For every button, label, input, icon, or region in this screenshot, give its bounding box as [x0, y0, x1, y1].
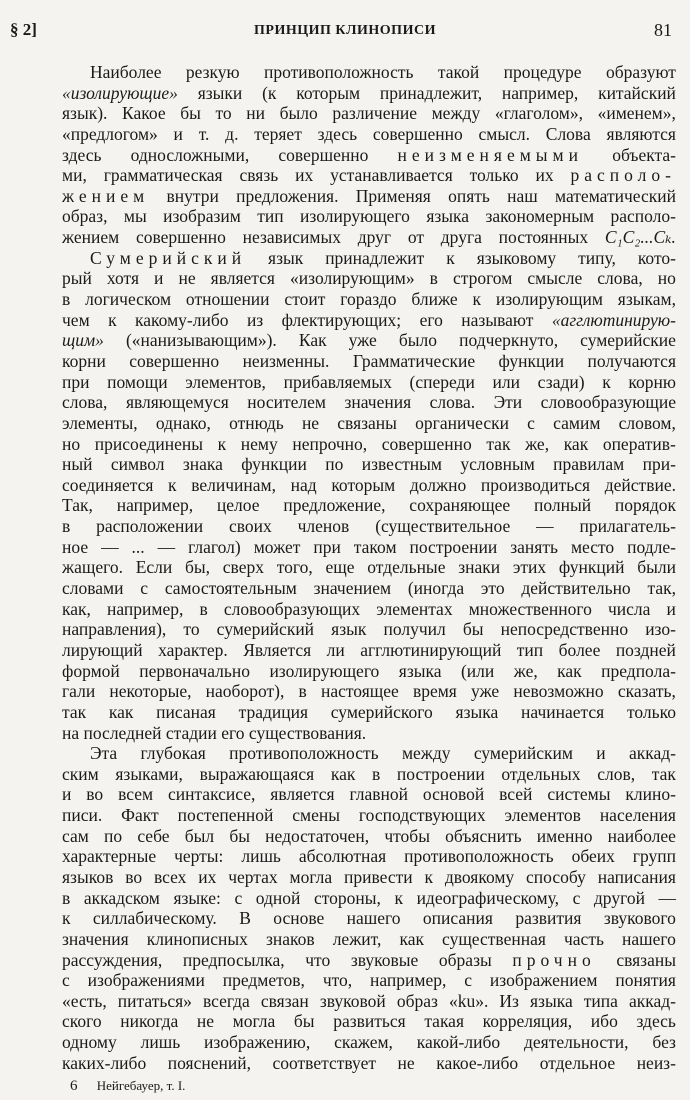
text-line: ный символ знака функции по известным условным правилам при-: [62, 454, 676, 475]
text-line: ми, грамматическая связь их устанавливается только их располо-: [62, 165, 676, 186]
text-line: словами с самостоятельным значением (иногда это действительно так,: [62, 578, 676, 599]
text-line: Наиболее резкую противоположность такой процедуре образуют: [90, 62, 676, 82]
text-line: языков во всех их чертах могла привести к двоякому способу написания: [62, 866, 676, 887]
text-line: характерные черты: лишь абсолютная противоположность обеих групп: [62, 846, 676, 867]
text-line: в аккадском языке: с одной стороны, к идеографическому, с другой —: [62, 887, 676, 908]
text-line: ского никогда не могла бы развиться такая корреляция, ибо здесь: [62, 1011, 676, 1032]
text-line: щим» («нанизывающим»). Как уже было подчеркнуто, сумерийские: [62, 330, 676, 351]
text-line: Так, например, целое предложение, сохраняющее полный порядок: [62, 495, 676, 516]
text-line: как, например, в словообразующих элементах множественного числа и: [62, 598, 676, 619]
text-line: ное — ... — глагол) может при таком построении занять место подле-: [62, 536, 676, 557]
text-line: ским языками, выражающаяся как в построении отдельных слов, так: [62, 763, 676, 784]
italic-text: щим»: [62, 330, 104, 351]
text-line: язык). Какое бы то ни было различение между «глаголом», «именем»,: [62, 103, 676, 124]
running-title: ПРИНЦИП КЛИНОПИСИ: [254, 23, 436, 38]
text-line: сам по себе был бы недостаточен, чтобы объяснить именно наиболее: [62, 825, 676, 846]
text-line: гали некоторые, наоборот), в настоящее время уже невозможно сказать,: [62, 681, 676, 702]
text-line: жащего. Если бы, сверх того, еще отдельные знаки этих функций были: [62, 557, 676, 578]
signature-number: 6: [70, 1078, 78, 1094]
text-line: лирующий характер. Является ли агглютинирующий тип более поздней: [62, 639, 676, 660]
spaced-emphasis-text: неизменяемыми: [397, 144, 583, 165]
text-line: формой первоначально изолирующего языка (или же, как предпола-: [62, 660, 676, 681]
body-text: [62, 62, 676, 1073]
signature-text: Нейгебауер, т. I.: [96, 1078, 186, 1093]
italic-text: «агглютинирую-: [551, 309, 676, 330]
text-line: жением внутри предложения. Применяя опять наш математический: [62, 185, 676, 206]
text-line: элементы, однако, отнюдь не связаны органически с самим словом,: [62, 412, 676, 433]
text-line: «изолирующие» языки (к которым принадлежит, например, китайский: [62, 82, 676, 103]
text-line: слова, являющемуся носителем значения слова. Эти словообразующие: [62, 392, 676, 413]
text-line: так как писаная традиция сумерийского языка начинается только: [62, 701, 676, 722]
section-marker: § 2]: [10, 20, 37, 39]
text-line: с изображениями предметов, что, например, с изображением понятия: [62, 970, 676, 991]
text-line: «есть, питаться» всегда связан звуковой образ «ku». Из языка типа аккад-: [62, 990, 676, 1011]
text-line: [62, 723, 676, 744]
text-line: к силлабическому. В основе нашего описания развития звукового: [62, 908, 676, 929]
text-line: рассуждения, предпосылка, что звуковые образы прочно связаны: [62, 949, 676, 970]
italic-text: C₁C₂...Cₖ.: [604, 227, 676, 248]
spaced-emphasis-text: Сумерийский: [90, 247, 247, 268]
footer-signature: [70, 1078, 185, 1095]
text-line: при помощи элементов, прибавляемых (спереди или сзади) к корню: [62, 371, 676, 392]
text-line: направления), то сумерийский язык получил бы непосредственно изо-: [62, 619, 676, 640]
text-line: чем к какому-либо из флектирующих; его называют «агглютинирую-: [62, 309, 676, 330]
text-line: жением совершенно независимых друг от друга постоянных C₁C₂...Cₖ.: [62, 227, 676, 248]
italic-text: «изолирующие»: [62, 82, 178, 103]
text-line: Сумерийский язык принадлежит к языковому типу, кото-: [90, 247, 676, 268]
text-line: в расположении своих членов (существительное — прилагатель-: [62, 516, 676, 537]
text-line: и во всем синтаксисе, является главной основой всей системы клино-: [62, 784, 676, 805]
text-line: каких-либо пояснений, соответствует не какое-либо отдельное неиз-: [62, 1052, 676, 1073]
text-line: корни совершенно неизменны. Грамматические функции получаются: [62, 350, 676, 371]
text-line: образ, мы изобразим тип изолирующего языка закономерным располо-: [62, 206, 676, 227]
spaced-emphasis-text: прочно: [512, 949, 596, 970]
text-line: соединяется к величинам, над которым должно производиться действие.: [62, 474, 676, 495]
text-line: здесь односложными, совершенно неизменяемыми объекта-: [62, 144, 676, 165]
text-line: Эта глубокая противоположность между сумерийским и аккад-: [90, 743, 676, 764]
text-run: на последней стадии его существования.: [62, 722, 367, 743]
page-number: 81: [654, 20, 672, 40]
text-line: писи. Факт постепенной смены господствующих элементов населения: [62, 805, 676, 826]
text-line: но присоединены к нему непрочно, совершенно так же, как оператив-: [62, 433, 676, 454]
text-line: значения клинописных знаков лежит, как существенная часть нашего: [62, 928, 676, 949]
text-line: одному лишь изображению, скажем, какой-либо деятельности, без: [62, 1032, 676, 1053]
text-line: «предлогом» и т. д. теряет здесь совершенно смысл. Слова являются: [62, 123, 676, 144]
text-line: в логическом отношении стоит гораздо ближе к изолирующим языкам,: [62, 289, 676, 310]
text-line: рый хотя и не является «изолирующим» в строгом смысле слова, но: [62, 268, 676, 289]
spaced-emphasis-text: жением: [62, 185, 150, 206]
spaced-emphasis-text: располо-: [570, 165, 676, 186]
